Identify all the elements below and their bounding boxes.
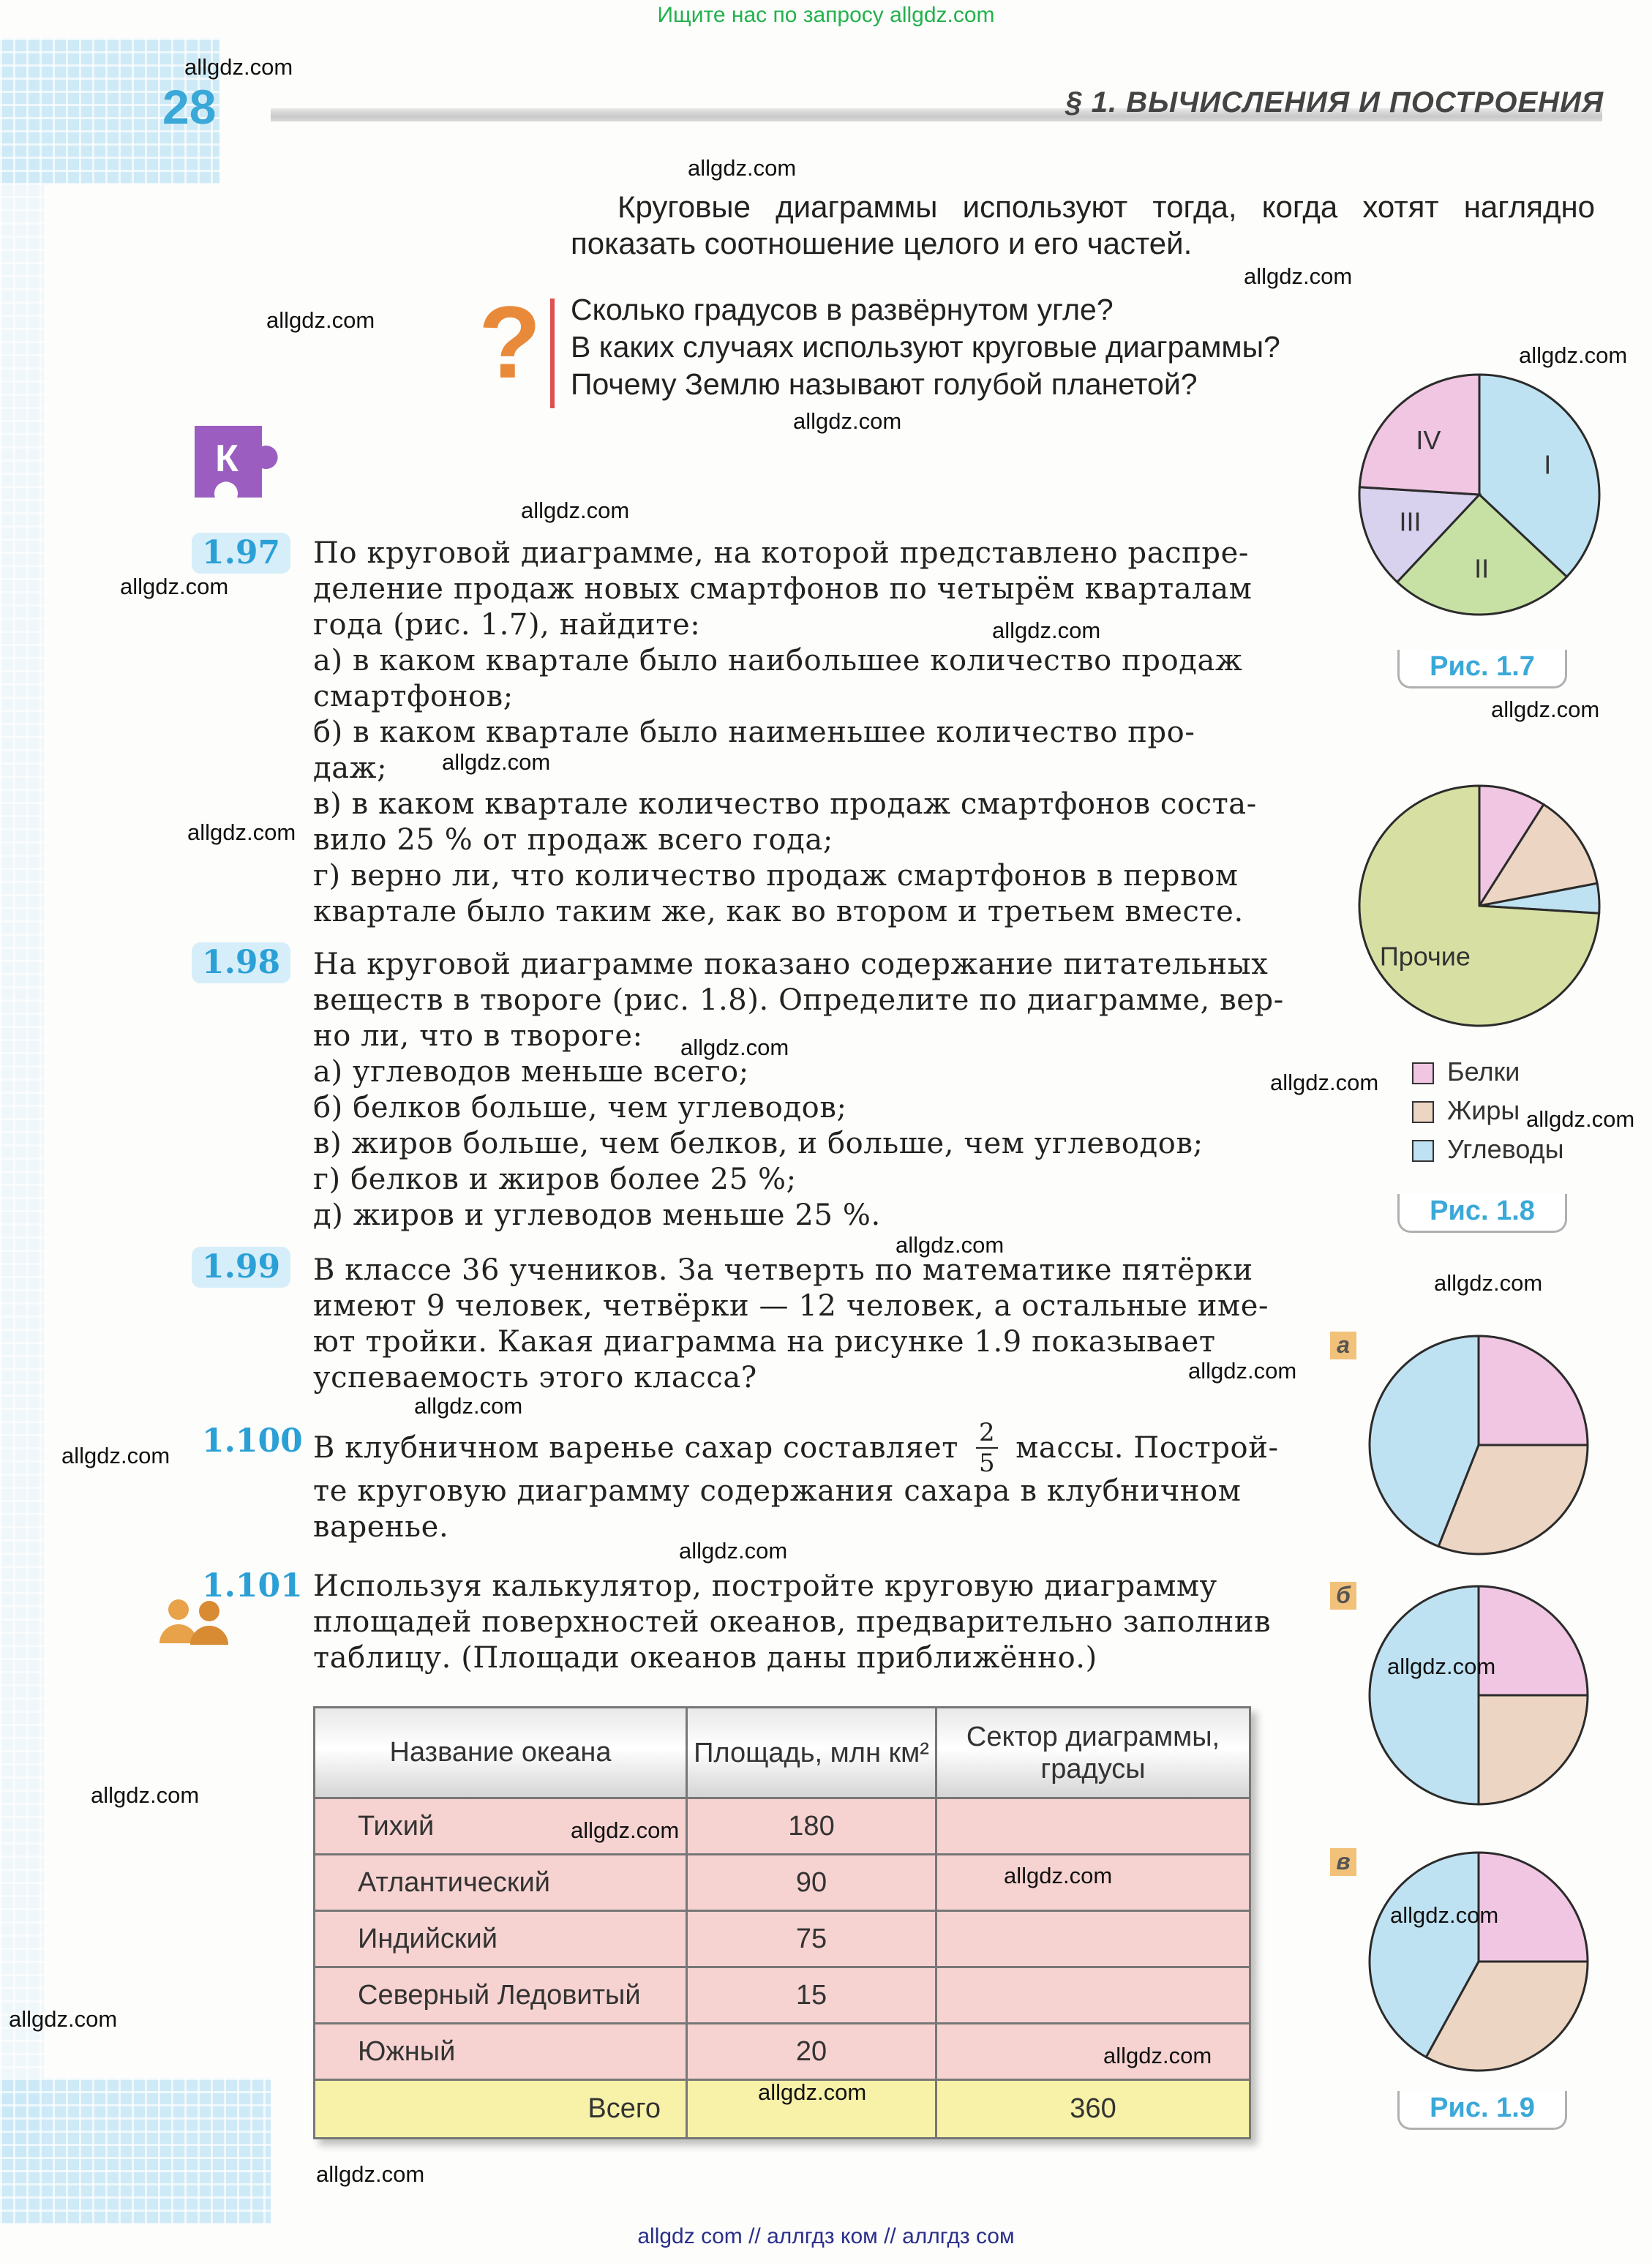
ocean-area: 20 xyxy=(687,2024,936,2080)
task-1101 xyxy=(313,1569,1271,1676)
task-199-line: имеют 9 человек, четвёрки — 12 человек, а остальные име- xyxy=(313,1289,1269,1323)
task-197-line: в) в каком квартале количество продаж смартфонов соста- xyxy=(313,787,1257,821)
fig-1-9-label: Рис. 1.9 xyxy=(1397,2091,1567,2130)
table-row xyxy=(315,1967,1250,2024)
slice-label: III xyxy=(1399,506,1422,537)
task-197-line: даж; xyxy=(313,751,388,785)
ocean-area: 15 xyxy=(687,1967,936,2024)
task-1100 xyxy=(313,1418,1279,1545)
total-label: Всего xyxy=(315,2080,687,2139)
task-1101-line: таблицу. (Площади океанов даны приближённо.) xyxy=(313,1641,1097,1675)
k-puzzle-icon xyxy=(189,419,291,505)
watermark: allgdz.com xyxy=(1387,1654,1496,1679)
task-198-line: На круговой диаграмме показано содержание питательных xyxy=(313,947,1269,981)
watermark: allgdz.com xyxy=(1519,342,1628,368)
task-197-line: б) в каком квартале было наименьшее количество про- xyxy=(313,716,1195,749)
slice-label: I xyxy=(1544,449,1552,480)
ocean-area: 180 xyxy=(687,1798,936,1855)
fig-1-8-label: Рис. 1.8 xyxy=(1397,1194,1567,1233)
task-198-line: а) углеводов меньше всего; xyxy=(313,1055,749,1089)
pie-slice xyxy=(1479,1336,1588,1445)
page-number: 28 xyxy=(162,80,217,134)
fraction-numerator: 2 xyxy=(976,1418,998,1449)
section-title: § 1. ВЫЧИСЛЕНИЯ И ПОСТРОЕНИЯ xyxy=(1065,86,1604,119)
header-sector: Сектор диаграммы, градусы xyxy=(936,1708,1250,1798)
corner-tiles-left xyxy=(0,183,44,2158)
footer[interactable]: allgdz com // аллгдз ком // аллгдз сом xyxy=(637,2224,1015,2248)
watermark: allgdz.com xyxy=(316,2161,425,2187)
watermark: allgdz.com xyxy=(1526,1106,1635,1132)
ocean-name: Южный xyxy=(315,2024,687,2080)
watermark: allgdz.com xyxy=(1103,2043,1212,2068)
fig-1-9-letter-b: б xyxy=(1330,1582,1356,1610)
table-header-row xyxy=(315,1708,1250,1798)
header-ocean-name: Название океана xyxy=(315,1708,687,1798)
watermark: allgdz.com xyxy=(9,2006,118,2032)
total-sector: 360 xyxy=(936,2080,1250,2139)
task-199-line: В классе 36 учеников. За четверть по математике пятёрки xyxy=(313,1253,1253,1287)
task-197-line: По круговой диаграмме, на которой представлено распре- xyxy=(313,536,1250,570)
fig-1-9-letter-a: а xyxy=(1330,1332,1356,1359)
pie-chart-fig-1-9-a xyxy=(1365,1332,1592,1558)
legend-label: Белки xyxy=(1447,1057,1520,1087)
table-row xyxy=(315,1911,1250,1967)
legend-swatch-zhiry xyxy=(1412,1101,1434,1123)
watermark: allgdz.com xyxy=(992,618,1101,643)
task-1100-line: те круговую диаграмму содержания сахара в клубничном xyxy=(313,1474,1242,1508)
fig-1-7-label: Рис. 1.7 xyxy=(1397,650,1567,688)
legend-label: Жиры xyxy=(1447,1095,1520,1125)
pie-slice xyxy=(1479,1695,1588,1804)
top-banner[interactable]: Ищите нас по запросу allgdz.com xyxy=(657,3,995,27)
legend-item-belki xyxy=(1412,1052,1563,1091)
watermark: allgdz.com xyxy=(571,1817,680,1843)
task-number-1101: 1.101 xyxy=(202,1567,303,1605)
task-197 xyxy=(313,536,1257,930)
watermark: allgdz.com xyxy=(1244,263,1353,289)
task-1101-line: площадей поверхностей океанов, предварительно заполнив xyxy=(313,1605,1272,1639)
watermark: allgdz.com xyxy=(793,408,902,434)
ocean-sector[interactable] xyxy=(936,1911,1250,1967)
question-2: В каких случаях используют круговые диаграммы? xyxy=(571,330,1280,364)
watermark: allgdz.com xyxy=(1270,1070,1379,1095)
fraction-denominator: 5 xyxy=(978,1449,996,1478)
watermark: allgdz.com xyxy=(679,1538,788,1564)
question-3: Почему Землю называют голубой планетой? xyxy=(571,367,1198,401)
watermark: allgdz.com xyxy=(680,1035,789,1060)
ocean-name: Тихий xyxy=(315,1798,687,1855)
task-197-line: деление продаж новых смартфонов по четырём кварталам xyxy=(313,572,1253,606)
task-197-line: квартале было таким же, как во втором и третьем вместе. xyxy=(313,895,1244,928)
question-1: Сколько градусов в развёрнутом угле? xyxy=(571,293,1114,326)
pie-chart-fig-1-7 xyxy=(1355,370,1604,619)
task-198-line: г) белков и жиров более 25 %; xyxy=(313,1163,797,1196)
task-number-1100: 1.100 xyxy=(202,1422,303,1460)
watermark: allgdz.com xyxy=(61,1443,170,1468)
watermark: allgdz.com xyxy=(521,498,630,523)
watermark: allgdz.com xyxy=(1434,1270,1543,1296)
task-198-line: д) жиров и углеводов меньше 25 %. xyxy=(313,1198,881,1232)
task-199 xyxy=(313,1253,1269,1396)
ocean-name: Атлантический xyxy=(315,1855,687,1911)
legend-swatch-belki xyxy=(1412,1062,1434,1084)
task-198-line: но ли, что в твороге: xyxy=(313,1019,643,1053)
question-bar xyxy=(550,299,555,408)
task-198 xyxy=(313,947,1284,1234)
task-number-197: 1.97 xyxy=(192,533,290,574)
task-197-line: вило 25 % от продаж всего года; xyxy=(313,823,833,857)
intro-paragraph xyxy=(571,189,1595,262)
question-list xyxy=(571,291,1280,403)
slice-label: IV xyxy=(1416,424,1441,455)
task-1101-line: Используя калькулятор, постройте круговую диаграмму xyxy=(313,1569,1217,1603)
watermark: allgdz.com xyxy=(120,574,229,599)
task-199-line: ют тройки. Какая диаграмма на рисунке 1.9 показывает xyxy=(313,1325,1216,1359)
question-mark-icon: ? xyxy=(478,285,541,399)
oceans-table-wrap xyxy=(313,1706,1251,2139)
ocean-area: 75 xyxy=(687,1911,936,1967)
ocean-name: Индийский xyxy=(315,1911,687,1967)
task-1100-first-line xyxy=(313,1418,1279,1478)
watermark: allgdz.com xyxy=(758,2079,867,2105)
task-1100-line: варенье. xyxy=(313,1510,449,1544)
watermark: allgdz.com xyxy=(1004,1863,1113,1888)
watermark: allgdz.com xyxy=(688,155,797,181)
pie-chart-fig-1-9-v xyxy=(1365,1848,1592,2075)
slice-label: Прочие xyxy=(1379,941,1471,972)
oceans-table xyxy=(313,1706,1251,2139)
task-1100-text-after: массы. Построй- xyxy=(1015,1430,1279,1465)
k-letter: К xyxy=(215,438,239,480)
watermark: allgdz.com xyxy=(184,54,293,80)
corner-tiles-bottom xyxy=(0,2078,271,2224)
table-row xyxy=(315,1798,1250,1855)
pie-chart-fig-1-9-b xyxy=(1365,1582,1592,1809)
legend-item-uglevody xyxy=(1412,1130,1563,1168)
watermark: allgdz.com xyxy=(442,749,551,775)
watermark: allgdz.com xyxy=(1491,697,1600,722)
intro-text: Круговые диаграммы используют тогда, когда хотят наглядно показать соотношение целого и его частей. xyxy=(571,189,1595,260)
task-197-line: смартфонов; xyxy=(313,680,514,713)
slice-label: II xyxy=(1474,553,1490,584)
watermark: allgdz.com xyxy=(414,1393,523,1419)
ocean-sector[interactable] xyxy=(936,1798,1250,1855)
legend-swatch-uglevody xyxy=(1412,1140,1434,1162)
task-198-line: б) белков больше, чем углеводов; xyxy=(313,1091,847,1125)
task-198-line: веществ в твороге (рис. 1.8). Определите по диаграмме, вер- xyxy=(313,983,1284,1017)
watermark: allgdz.com xyxy=(91,1782,200,1808)
watermark: allgdz.com xyxy=(1390,1902,1499,1928)
fig-1-9-letter-v: в xyxy=(1330,1848,1356,1876)
task-197-line: а) в каком квартале было наибольшее количество продаж xyxy=(313,644,1243,678)
watermark: allgdz.com xyxy=(1188,1358,1297,1384)
ocean-sector[interactable] xyxy=(936,1967,1250,2024)
watermark: allgdz.com xyxy=(896,1232,1005,1258)
fraction xyxy=(976,1418,998,1478)
task-197-line: г) верно ли, что количество продаж смартфонов в первом xyxy=(313,859,1239,893)
header-area-text: Площадь, млн км² xyxy=(694,1737,929,1768)
watermark: allgdz.com xyxy=(187,819,296,845)
task-198-line: в) жиров больше, чем белков, и больше, чем углеводов; xyxy=(313,1127,1204,1160)
header-area xyxy=(687,1708,936,1798)
pie-slice xyxy=(1370,1586,1479,1804)
task-199-line: успеваемость этого класса? xyxy=(313,1361,757,1395)
task-number-199: 1.99 xyxy=(192,1247,290,1288)
legend-label: Углеводы xyxy=(1447,1134,1564,1164)
pie-chart-fig-1-8 xyxy=(1355,781,1604,1030)
task-number-198: 1.98 xyxy=(192,942,290,983)
watermark: allgdz.com xyxy=(266,307,375,333)
task-1100-text-before: В клубничном варенье сахар составляет xyxy=(313,1430,958,1465)
ocean-name: Северный Ледовитый xyxy=(315,1967,687,2024)
task-197-line: года (рис. 1.7), найдите: xyxy=(313,608,701,642)
ocean-area: 90 xyxy=(687,1855,936,1911)
